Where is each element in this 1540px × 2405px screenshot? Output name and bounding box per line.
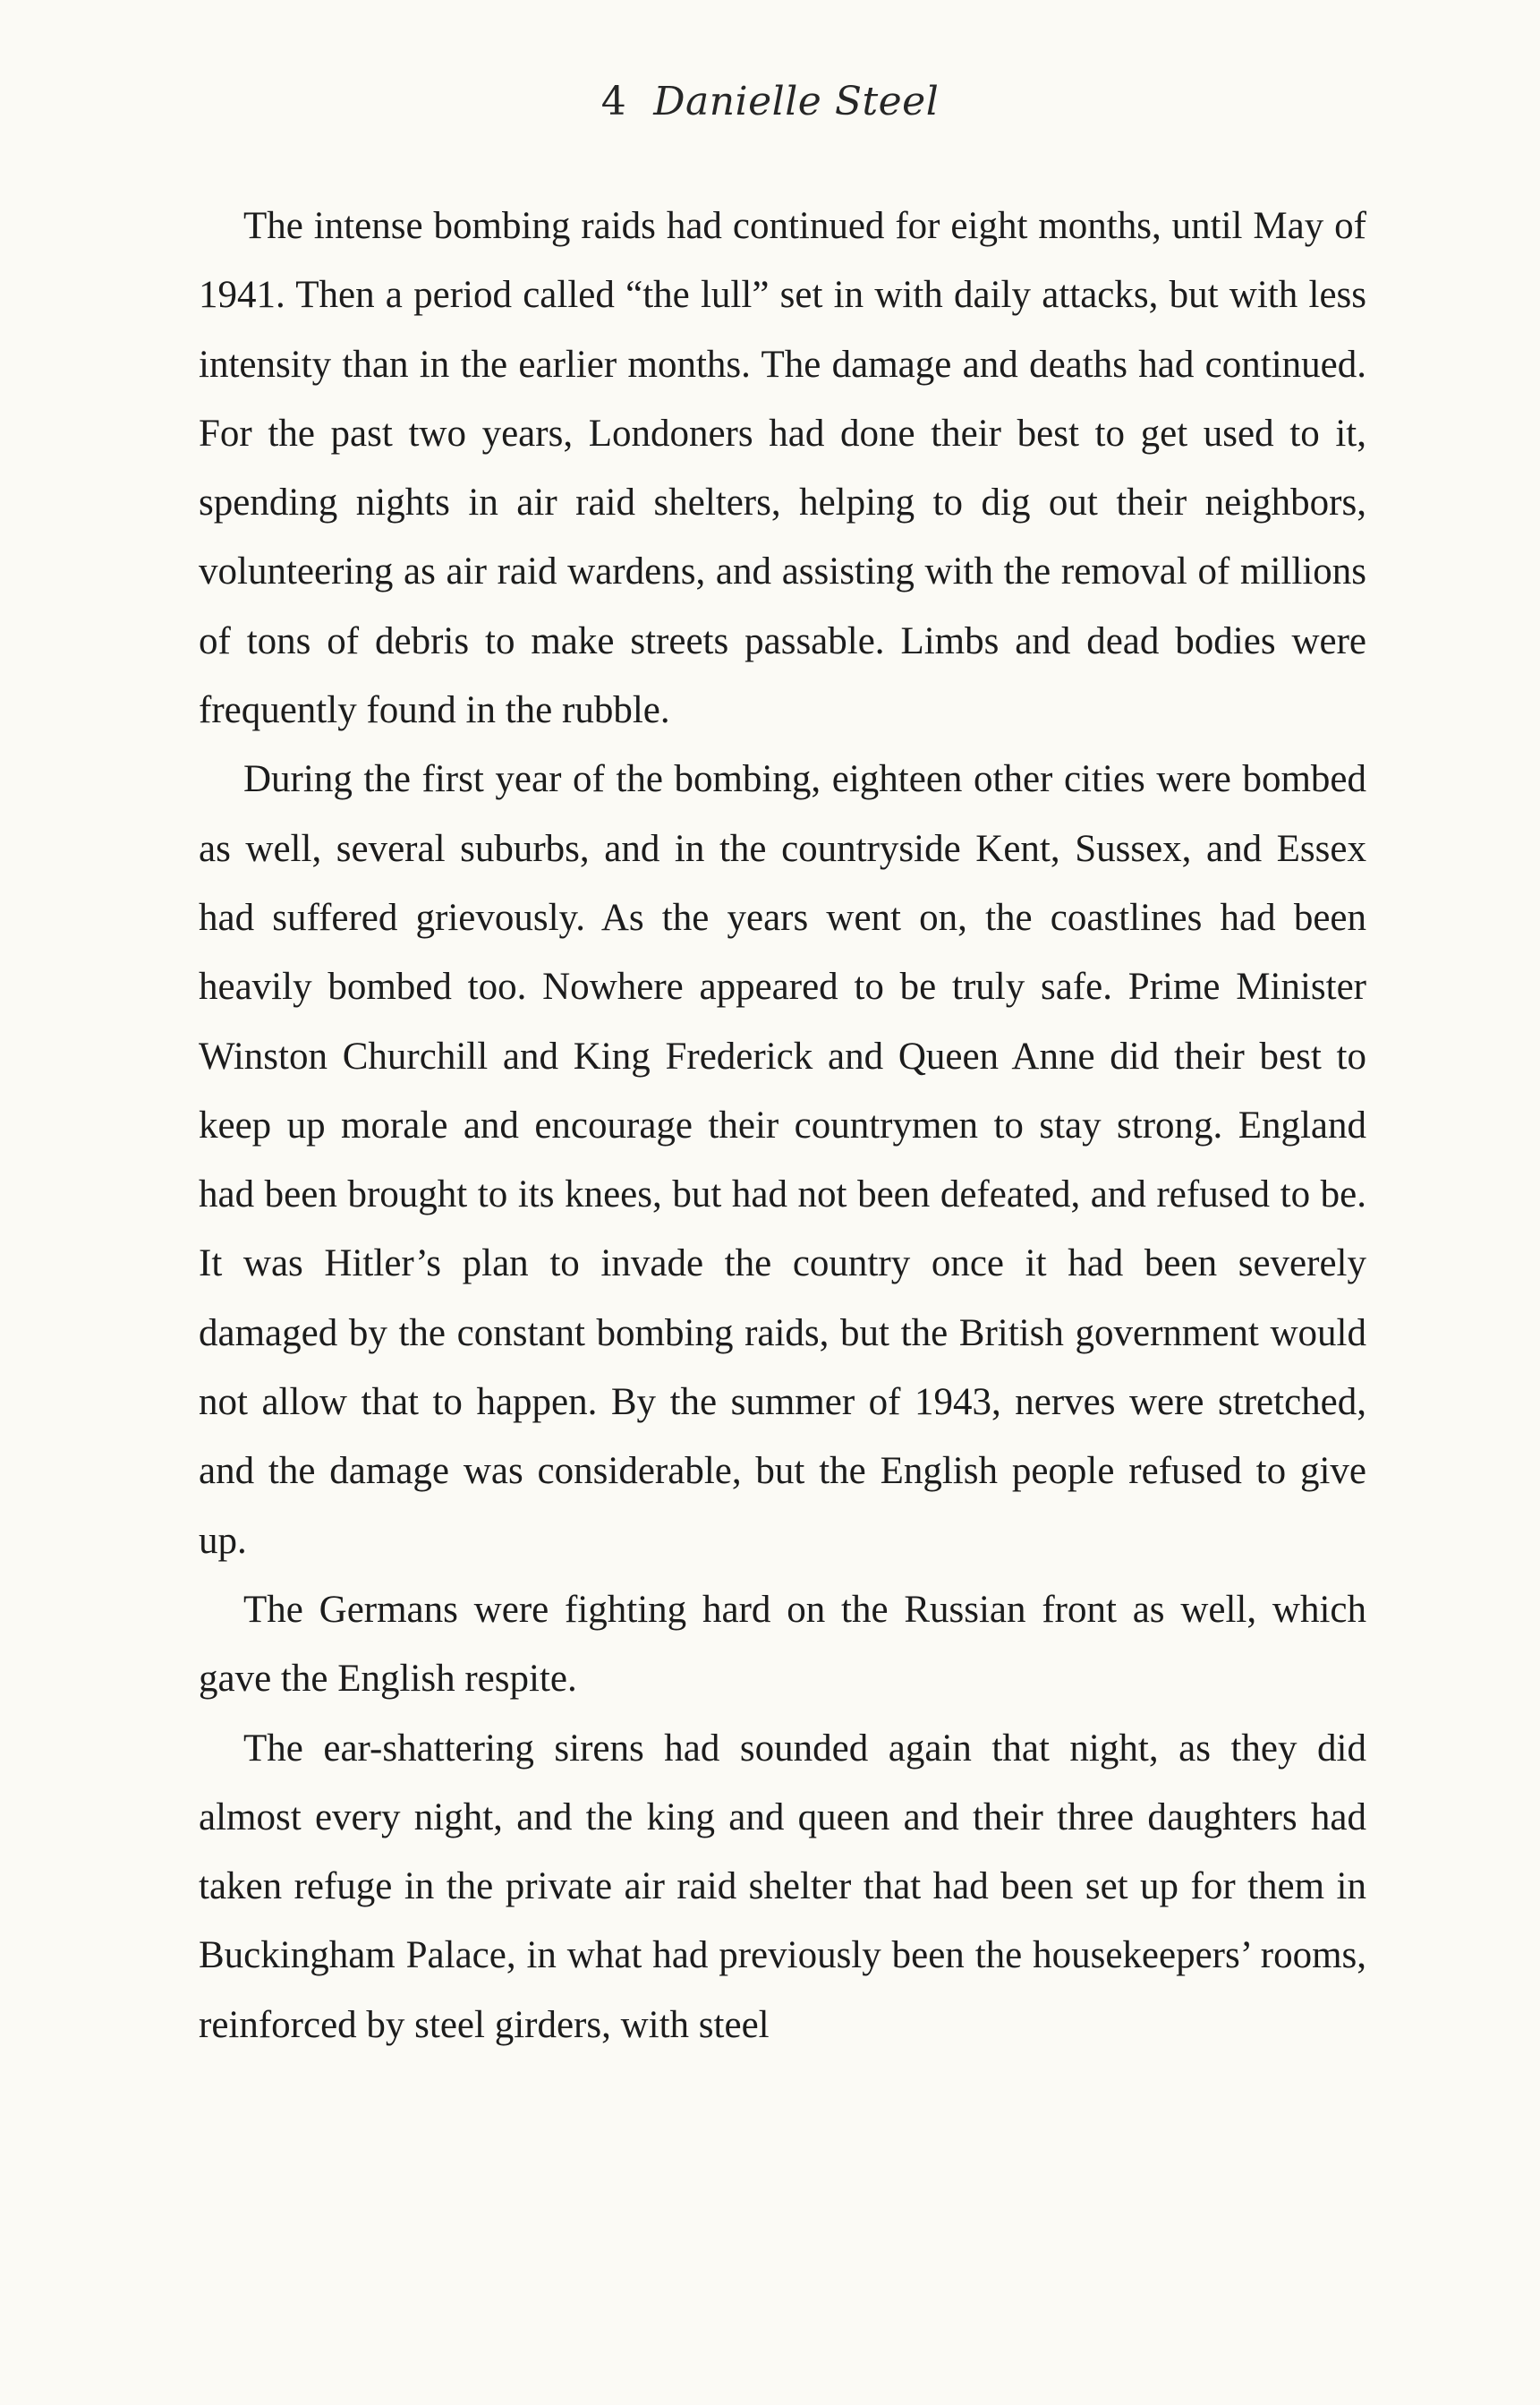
paragraph: During the first year of the bombing, eighteen other cities were bombed as well, several suburbs, and in the countryside Kent, Sussex, and Essex had suffered grievously. As the years went on, the coastlines had been heavily bombed too. Nowhere appeared to be truly safe. Prime Minister Winston Churchill and King Frederick and Queen Anne did their best to keep up morale and encourage their countrymen to stay strong. England had been brought to its knees, but had not been defeated, and refused to be. It was Hitler’s plan to invade the country once it had been severely damaged by the constant bombing raids, but the British government would not allow that to happen. By the summer of 1943, nerves were stretched, and the damage was considerable, but the English people refused to give up. — [199, 758, 1366, 1562]
page-number: 4 — [600, 79, 627, 124]
paragraph: The Germans were fighting hard on the Russian front as well, which gave the English respite. — [199, 1588, 1366, 1701]
author-name: Danielle Steel — [653, 79, 940, 124]
paragraph: The ear-shattering sirens had sounded again that night, as they did almost every night, and the king and queen and their three daughters had taken refuge in the private air raid shelter that had been set up for them in Buckingham Palace, in what had previously been the housekeepers’ rooms, reinforced by steel girders, with steel — [199, 1727, 1366, 2046]
body-text — [199, 192, 1366, 2060]
running-header — [0, 79, 1540, 124]
paragraph: The intense bombing raids had continued for eight months, until May of 1941. Then a period called “the lull” set in with daily attacks, but with less intensity than in the earlier months. The damage and deaths had continued. For the past two years, Londoners had done their best to get used to it, spending nights in air raid shelters, helping to dig out their neighbors, volunteering as air raid wardens, and assisting with the removal of millions of tons of debris to make streets passable. Limbs and dead bodies were frequently found in the rubble. — [199, 205, 1366, 732]
